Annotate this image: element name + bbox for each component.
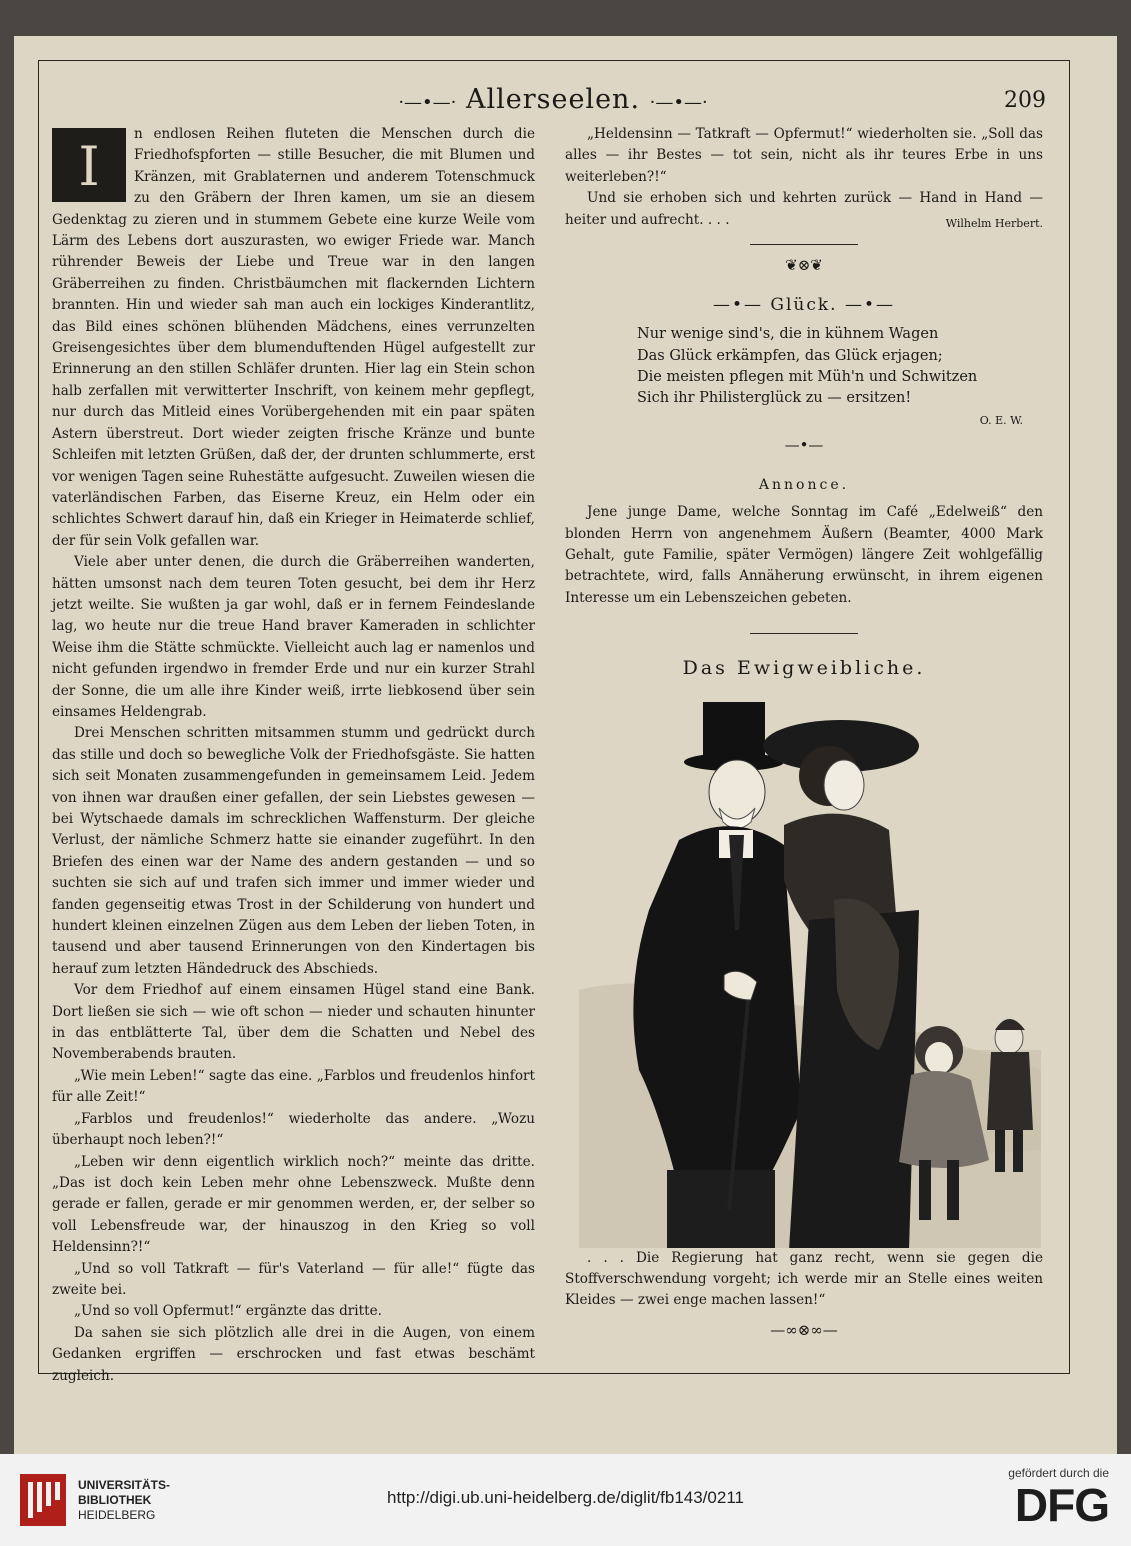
annonce-title: Annonce. — [758, 476, 850, 493]
illustration-signature: F. Francke 10 — [799, 1214, 904, 1233]
right-column — [565, 124, 1043, 1345]
title-text: Allerseelen. — [465, 84, 641, 115]
glueck-title: —•— Glück. —•— — [712, 294, 896, 315]
paragraph-6: „Farblos und freudenlos!“ wiederholte das andere. „Wozu überhaupt noch leben?!“ — [52, 1110, 535, 1149]
glueck-poem — [637, 324, 1043, 410]
page-header — [38, 80, 1068, 120]
author-signature: Wilhelm Herbert. — [945, 217, 1043, 231]
poem-line: Nur wenige sind's, die in kühnem Wagen — [637, 326, 939, 343]
ornament-divider-icon: ❦⊗❦ — [785, 256, 823, 275]
paragraph-5: „Wie mein Leben!“ sagte das eine. „Farblos und freudenlos hinfort für alle Zeit!“ — [52, 1067, 535, 1106]
ewig-title: Das Ewigweibliche. — [682, 657, 926, 680]
dropcap: I — [52, 128, 126, 202]
paragraph-1: I n endlosen Reihen fluteten die Menschen durch die Friedhofspforten — stille Besucher, die mit Blumen und Kränzen, mit Grablaternen und anderem Totenschmuck zu den Gräbern der Ihren kamen, um sie an diesem Gedenktag zu zieren und in stummem Gebete eine kurze Weile vom Lärm des Lebens dort auszurasten, wo ewiger Friede war. Manch rührender Beweis der Liebe und Treue war in den langen Gräberreihen zu finden. Christbäumchen mit flackernden Lichtern brannten. Hin und wieder sah man auch ein lockiges Kinderantlitz, das Bild eines schönen blühenden Mädchens, eines verrunzelten Greisengesichtes über dem blumenduftenden Hügel aufgestellt zur Erinnerung an den stillen Schläfer drunten. Hier lag ein Stein schon halb zerfallen mit verwitterter Inschrift, von keinem mehr gepflegt, nur durch das Mitleid eines Vorübergehenden mit ein paar späten Astern überstreut. Dort wieder zeigten frische Kränze und bunte Schleifen mit letzten Grüßen, daß der, der drunten schlummerte, erst vor wenigen Tagen seine Ruhestätte aufgesucht. Zuweilen wiesen die vaterländischen Farben, das Eiserne Kreuz, ein Helm oder ein schlichtes Schwert darauf hin, daß ein Krieger in Heimaterde schlief, der für sein Volk gefallen war. — [52, 126, 535, 549]
paragraph-4: Vor dem Friedhof auf einem einsamen Hügel stand eine Bank. Dort ließen sie sich — wie oft schon — nieder und schauten hinunter in das entblätterte Tal, über dem die Schatten und Nebel des Novemberabends brauten. — [52, 982, 535, 1063]
page-url-link[interactable]: http://digi.ub.uni-heidelberg.de/diglit/fb143/0211 — [387, 1488, 744, 1507]
paragraph-2: Viele aber unter denen, die durch die Gräberreihen wanderten, hätten umsonst nach dem teuren Toten gesucht, bei dem ihr Herz jetzt weilte. Sie wußten ja gar wohl, daß er in fernem Feindeslande lag, wo heute nur die treue Hand braver Kameraden in schlichter Weise ihm die Stätte schmückte. Vielleicht auch lag er namenlos und nicht gefunden irgendwo in fremder Erde und nur ein kurzer Strahl der Sonne, die um alle ihre Kinder weiß, irrte liebkosend über sein einsames Heldengrab. — [52, 554, 535, 720]
dfg-sponsor[interactable] — [1008, 1466, 1109, 1530]
page-title — [38, 84, 1068, 115]
end-ornament-icon: —∞⊗∞— — [770, 1320, 838, 1339]
poem-line: Die meisten pflegen mit Müh'n und Schwitzen — [637, 369, 978, 386]
small-divider-icon: —•— — [784, 436, 824, 455]
title-ornament-right: ·—•—· — [649, 92, 708, 113]
title-ornament-left: ·—•—· — [398, 92, 457, 113]
viewer-footer — [0, 1454, 1131, 1546]
poem-line: Das Glück erkämpfen, das Glück erjagen; — [637, 347, 943, 364]
sponsor-label: gefördert durch die — [1008, 1466, 1109, 1480]
illustration-couple-image — [579, 690, 1041, 1248]
illustration-caption: . . . Die Regierung hat ganz recht, wenn sie gegen die Stoffverschwendung vorgeht; ich werde mir an Stelle eines weiten Kleides — zwei enge machen lassen!“ — [565, 1249, 1043, 1309]
divider-rule — [750, 244, 858, 245]
paragraph-7: „Leben wir denn eigentlich wirklich noch?“ meinte das dritte. „Das ist doch kein Leben mehr ohne Lebenszweck. Mußte denn gerade er fallen, gerade er mir genommen werden, er, der selber so voll Lebensfreude war, der hinauszog in den Krieg so voll Heldensinn?!“ — [52, 1153, 535, 1256]
paragraph-3: Drei Menschen schritten mitsammen stumm und gedrückt durch das stille und doch so bewegliche Volk der Friedhofsgäste. Sie hatten sich seit Monaten zusammengefunden in gemeinsamem Leid. Jedem von ihnen war draußen einer gefallen, der sein Liebstes gewesen — bei Wytschaede damals im schrecklichen Waffensturm. Der gleiche Verlust, der nämliche Schmerz hatte sie einander zugeführt. In den Briefen des einen war der Name des andern gestanden — und so suchten sie sich auf und trafen sich immer und immer wieder und fanden gegenseitig etwas Trost in der Schilderung von hundert und hundert kleinen einzelnen Zügen aus dem Leben der lieben Toten, in tausend und aber tausend Erinnerungen von den Kindertagen bis herauf zum letzten Händedruck des Abschieds. — [52, 725, 535, 977]
paragraph-9: „Und so voll Opfermut!“ ergänzte das dritte. — [74, 1303, 382, 1320]
divider-rule — [750, 633, 858, 634]
dfg-logo: DFG — [1014, 1479, 1109, 1531]
page-number: 209 — [1004, 88, 1046, 113]
paragraph-10: Da sahen sie sich plötzlich alle drei in die Augen, von einem Gedanken ergriffen — erschrocken und fast etwas beschämt zugleich. — [52, 1324, 535, 1384]
left-column — [52, 124, 535, 1387]
continuation-paragraph-2: Und sie erhoben sich und kehrten zurück — Hand in Hand — heiter und aufrecht. . . . — [565, 190, 1043, 228]
poem-initials: O. E. W. — [979, 413, 1023, 427]
poem-line: Sich ihr Philisterglück zu — ersitzen! — [637, 390, 912, 407]
library-logo-text: UNIVERSITÄTS- BIBLIOTHEK HEIDELBERG — [78, 1478, 171, 1522]
paragraph-8: „Und so voll Tatkraft — für's Vaterland — für alle!“ fügte das zweite bei. — [52, 1260, 535, 1298]
annonce-text: Jene junge Dame, welche Sonntag im Café „Edelweiß“ den blonden Herrn von angenehmem Äußern (Beamter, 4000 Mark Gehalt, gute Familie, später Vermögen) längere Zeit wohlgefällig betrachtete, wird, falls Annäherung erwünscht, in ihrem eigenen Interesse um ein Lebenszeichen gebeten. — [565, 504, 1043, 606]
continuation-paragraph-1: „Heldensinn — Tatkraft — Opfermut!“ wiederholten sie. „Soll das alles — ihr Bestes — tot sein, nicht als ihr teures Erbe in uns weiterleben?!“ — [565, 126, 1043, 185]
